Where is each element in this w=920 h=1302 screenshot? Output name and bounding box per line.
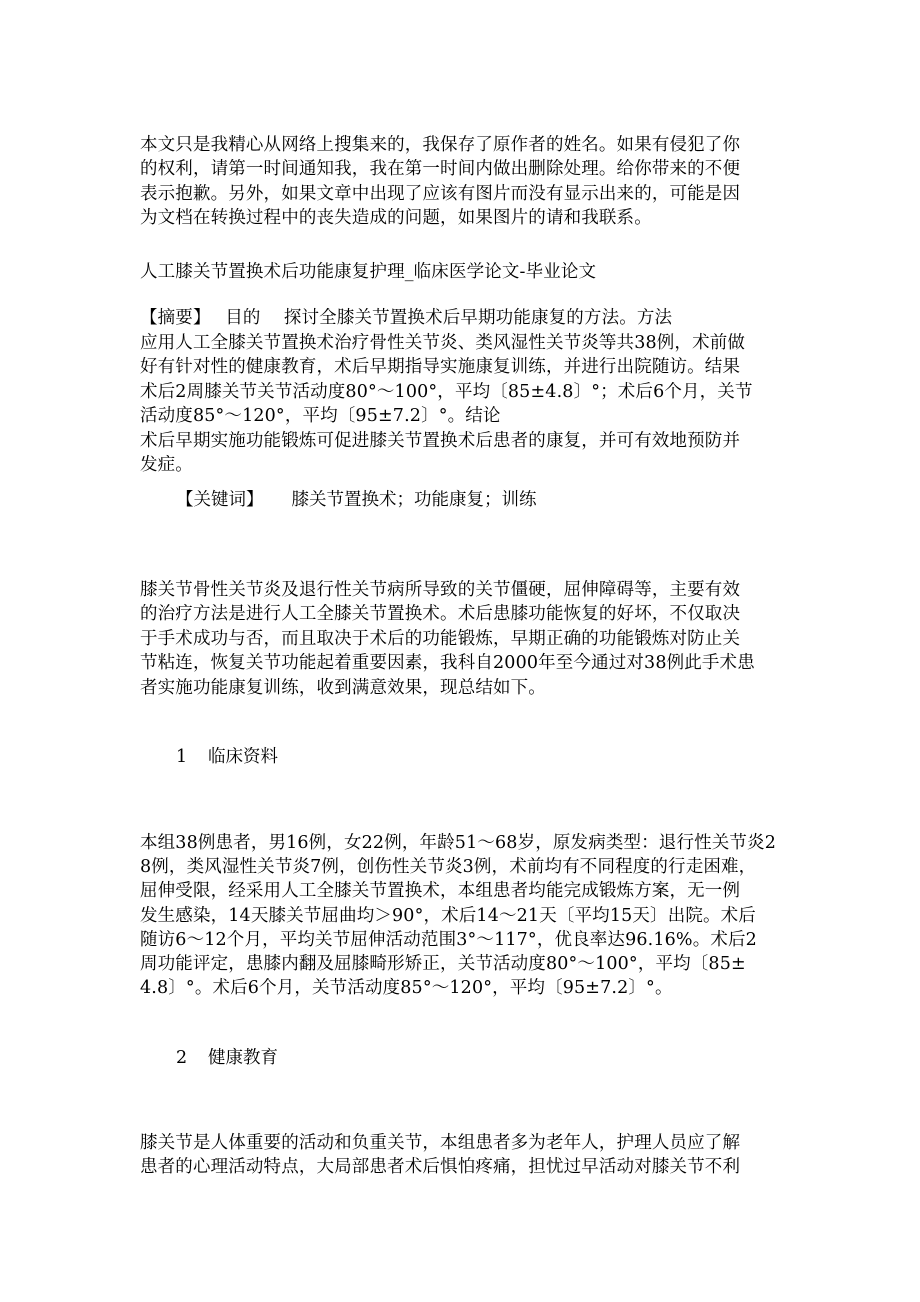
abstract-line: 发症。 — [140, 455, 193, 475]
disclaimer-line: 为文档在转换过程中的丧失造成的问题，如果图片的请和我联系。 — [140, 208, 652, 228]
section1-line: 随访6～12个月，平均关节屈伸活动范围3°～117°，优良率达96.16%。术后2 — [140, 930, 757, 950]
document-title: 人工膝关节置换术后功能康复护理_临床医学论文-毕业论文 — [140, 262, 597, 282]
section-number: 1 — [176, 747, 188, 767]
abstract-line: 【摘要】 目的 探讨全膝关节置换术后早期功能康复的方法。方法 — [140, 308, 673, 328]
section-title: 临床资料 — [208, 747, 278, 767]
section1-line: 本组38例患者，男16例，女22例，年龄51～68岁，原发病类型：退行性关节炎2 — [140, 833, 776, 853]
keywords-label: 【关键词】 — [176, 490, 264, 510]
intro-line: 膝关节骨性关节炎及退行性关节病所导致的关节僵硬，屈伸障碍等，主要有效 — [140, 580, 741, 600]
intro-line: 于手术成功与否，而且取决于术后的功能锻炼，早期正确的功能锻炼对防止关 — [140, 629, 741, 649]
abstract-line: 术后早期实施功能锻炼可促进膝关节置换术后患者的康复，并可有效地预防并 — [140, 431, 741, 451]
section1-line: 4.8〕°。术后6个月，关节活动度85°～120°，平均〔95±7.2〕°。 — [140, 978, 673, 998]
section-number: 2 — [176, 1048, 188, 1068]
intro-line: 节粘连，恢复关节功能起着重要因素，我科自2000年至今通过对38例此手术患 — [140, 653, 755, 673]
abstract-line: 好有针对性的健康教育，术后早期指导实施康复训练，并进行出院随访。结果 — [140, 357, 741, 377]
disclaimer-line: 表示抱歉。另外，如果文章中出现了应该有图片而没有显示出来的，可能是因 — [140, 184, 741, 204]
section-title: 健康教育 — [208, 1048, 278, 1068]
disclaimer-line: 本文只是我精心从网络上搜集来的，我保存了原作者的姓名。如果有侵犯了你 — [140, 135, 741, 155]
section1-line: 周功能评定，患膝内翻及屈膝畸形矫正，关节活动度80°～100°，平均〔85± — [140, 954, 746, 974]
section-heading-2 — [176, 1047, 278, 1069]
intro-line: 者实施功能康复训练，收到满意效果，现总结如下。 — [140, 678, 546, 698]
intro-line: 的治疗方法是进行人工全膝关节置换术。术后患膝功能恢复的好坏，不仅取决 — [140, 604, 741, 624]
abstract-line: 应用人工全膝关节置换术治疗骨性关节炎、类风湿性关节炎等共38例，术前做 — [140, 333, 746, 353]
section-heading-1 — [176, 746, 278, 768]
keywords-value: 膝关节置换术；功能康复；训练 — [291, 490, 537, 510]
section1-line: 8例，类风湿性关节炎7例，创伤性关节炎3例，术前均有不同程度的行走困难， — [140, 857, 757, 877]
section2-line: 患者的心理活动特点，大局部患者术后惧怕疼痛，担忧过早活动对膝关节不利 — [140, 1157, 741, 1177]
section1-line: 发生感染，14天膝关节屈曲均＞90°，术后14～21天〔平均15天〕出院。术后 — [140, 906, 756, 926]
abstract-line: 活动度85°～120°，平均〔95±7.2〕°。结论 — [140, 406, 501, 426]
abstract-line: 术后2周膝关节关节活动度80°～100°，平均〔85±4.8〕°；术后6个月，关节 — [140, 382, 753, 402]
disclaimer-line: 的权利，请第一时间通知我，我在第一时间内做出删除处理。给你带来的不便 — [140, 159, 741, 179]
section1-line: 屈伸受限，经采用人工全膝关节置换术，本组患者均能完成锻炼方案，无一例 — [140, 881, 741, 901]
section2-line: 膝关节是人体重要的活动和负重关节，本组患者多为老年人，护理人员应了解 — [140, 1133, 741, 1153]
keywords-line — [176, 489, 537, 511]
